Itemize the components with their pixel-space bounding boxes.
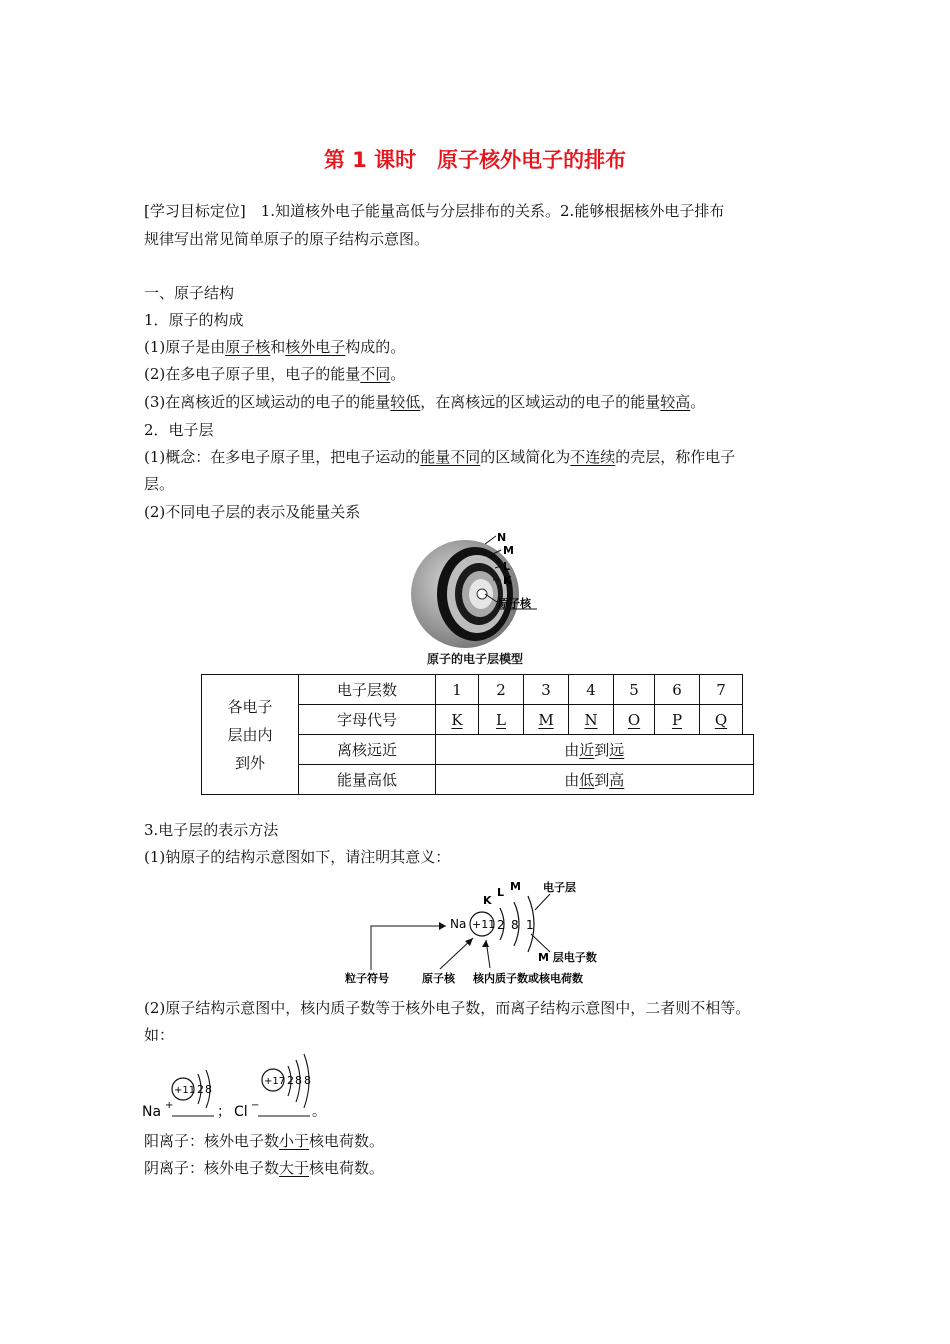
cl-ion-nucleus-charge: +17 [264, 1076, 286, 1087]
na-nucleus-charge: +11 [472, 918, 496, 931]
shell-letter: L [479, 705, 524, 735]
label-m: M [503, 544, 514, 557]
learning-goals-line-2: 规律写出常见简单原子的原子结构示意图。 [144, 230, 430, 248]
text: 构成的。 [345, 338, 406, 356]
paragraph-anion [144, 1155, 384, 1181]
na-ion-charge: + [165, 1100, 174, 1111]
shell-letter: Q [700, 705, 743, 735]
text: 的区域简化为 [480, 448, 571, 466]
row-header-shell-number: 电子层数 [299, 675, 436, 705]
cl-ion-label: Cl [234, 1104, 248, 1120]
separator: ； [217, 1104, 231, 1120]
na-ion-label: Na [142, 1104, 162, 1120]
label-n: N [497, 531, 507, 544]
text: 到 [594, 771, 610, 789]
cl-ion-electrons: 8 [304, 1074, 311, 1087]
answer-discontinuous: 不连续 [570, 448, 616, 466]
paragraph-na-diagram: (1)钠原子的结构示意图如下，请注明其意义： [144, 848, 451, 866]
shell-number: 2 [479, 675, 524, 705]
shell-letter: P [655, 705, 700, 735]
shell-number: 5 [614, 675, 655, 705]
row-header-letter-code: 字母代号 [299, 705, 436, 735]
paragraph-cation [144, 1128, 384, 1154]
answer-near: 近 [579, 741, 595, 759]
text: 和 [270, 338, 286, 356]
text: (2)在多电子原子里，电子的能量 [144, 365, 361, 383]
na-symbol: Na [450, 917, 467, 931]
paragraph-shell-concept-cont: 层。 [144, 475, 175, 493]
answer-electrons: 核外电子 [285, 338, 346, 356]
sodium-structure-diagram [340, 872, 630, 992]
na-ion-nucleus-charge: +11 [174, 1085, 196, 1096]
label-k: K [503, 574, 512, 587]
text: (3)在离核近的区域运动的电子的能量 [144, 393, 391, 411]
paragraph-atom-composition [144, 334, 405, 360]
side-label-line: 层由内 [227, 725, 273, 744]
paragraph-shell-representation: (2)不同电子层的表示及能量关系 [144, 503, 361, 521]
paragraph-energy-distance [144, 389, 705, 415]
label-nucleus: 原子核 [498, 597, 531, 610]
text: 。 [690, 393, 706, 411]
answer-low: 低 [579, 771, 595, 789]
shell-letter-m: M [510, 880, 521, 893]
paragraph-shell-concept [144, 444, 735, 470]
shell-number: 1 [436, 675, 479, 705]
text: 由 [564, 771, 580, 789]
text: 阳离子：核外电子数 [144, 1132, 280, 1150]
answer-greater-than: 大于 [279, 1159, 310, 1177]
ion-structure-diagrams [142, 1050, 342, 1122]
label-particle-symbol: 粒子符号 [345, 972, 389, 985]
paragraph-example: 如： [144, 1026, 175, 1044]
text: ，在离核远的区域运动的电子的能量 [420, 393, 661, 411]
paragraph-energy-differs [144, 361, 405, 387]
label-nuclear-charge: 核内质子数或核电荷数 [473, 972, 583, 985]
shell-letter: K [436, 705, 479, 735]
na-ion-electrons: 2 [197, 1083, 204, 1096]
side-label-line: 到外 [234, 753, 265, 772]
row-header-distance: 离核远近 [299, 735, 436, 765]
label-m-electrons: M 层电子数 [538, 951, 597, 964]
na-electrons-l: 8 [511, 918, 519, 932]
answer-higher: 较高 [660, 393, 691, 411]
page-title: 第 1 课时 原子核外电子的排布 [323, 148, 627, 172]
shell-number: 3 [524, 675, 569, 705]
answer-lower: 较低 [390, 393, 421, 411]
shell-number: 6 [655, 675, 700, 705]
answer-less-than: 小于 [279, 1132, 310, 1150]
answer-energy-different: 能量不同 [420, 448, 481, 466]
text: 核电荷数。 [309, 1132, 385, 1150]
text: 到 [594, 741, 610, 759]
shell-letter-k: K [483, 894, 492, 907]
na-ion-electrons: 8 [205, 1083, 212, 1096]
figure-caption: 原子的电子层模型 [426, 652, 523, 666]
table-spacer [743, 705, 754, 735]
row-header-energy: 能量高低 [299, 765, 436, 795]
text: (1)原子是由 [144, 338, 226, 356]
end-mark: 。 [312, 1104, 326, 1120]
na-electrons-k: 2 [497, 918, 505, 932]
energy-order [436, 765, 754, 795]
text: 的壳层，称作电子 [615, 448, 736, 466]
cl-ion-electrons: 8 [295, 1074, 302, 1087]
label-electron-shell: 电子层 [543, 881, 576, 894]
learning-goals-line-1: [学习目标定位] 1.知道核外电子能量高低与分层排布的关系。2.能够根据核外电子排布 [144, 202, 725, 220]
distance-order [436, 735, 754, 765]
text: 。 [390, 365, 406, 383]
table-side-label [202, 675, 299, 795]
subheading-shell-notation: 3.电子层的表示方法 [144, 821, 279, 839]
label-atomic-nucleus: 原子核 [422, 972, 455, 985]
electron-shell-model-figure [405, 530, 555, 650]
answer-high: 高 [609, 771, 625, 789]
answer-far: 远 [609, 741, 625, 759]
cl-ion-charge: − [251, 1100, 260, 1111]
shell-number: 4 [569, 675, 614, 705]
paragraph-ion-diagram: (2)原子结构示意图中，核内质子数等于核外电子数，而离子结构示意图中，二者则不相等。 [144, 999, 751, 1017]
section-heading: 一、原子结构 [144, 284, 235, 302]
cl-ion-electrons: 2 [287, 1074, 294, 1087]
shell-letter: M [524, 705, 569, 735]
na-electrons-m: 1 [526, 918, 534, 932]
label-l: L [503, 560, 511, 573]
shell-number: 7 [700, 675, 743, 705]
subheading-electron-shells: 2．电子层 [144, 421, 214, 439]
shell-letter: N [569, 705, 614, 735]
table-spacer [743, 675, 754, 705]
electron-shell-table [201, 674, 754, 795]
answer-nucleus: 原子核 [225, 338, 271, 356]
text: (1)概念：在多电子原子里，把电子运动的 [144, 448, 421, 466]
subheading-atom-composition: 1．原子的构成 [144, 311, 244, 329]
side-label-line: 各电子 [227, 697, 273, 716]
text: 阴离子：核外电子数 [144, 1159, 280, 1177]
text: 由 [564, 741, 580, 759]
answer-different: 不同 [360, 365, 391, 383]
shell-letter: O [614, 705, 655, 735]
text: 核电荷数。 [309, 1159, 385, 1177]
shell-letter-l: L [497, 886, 505, 899]
